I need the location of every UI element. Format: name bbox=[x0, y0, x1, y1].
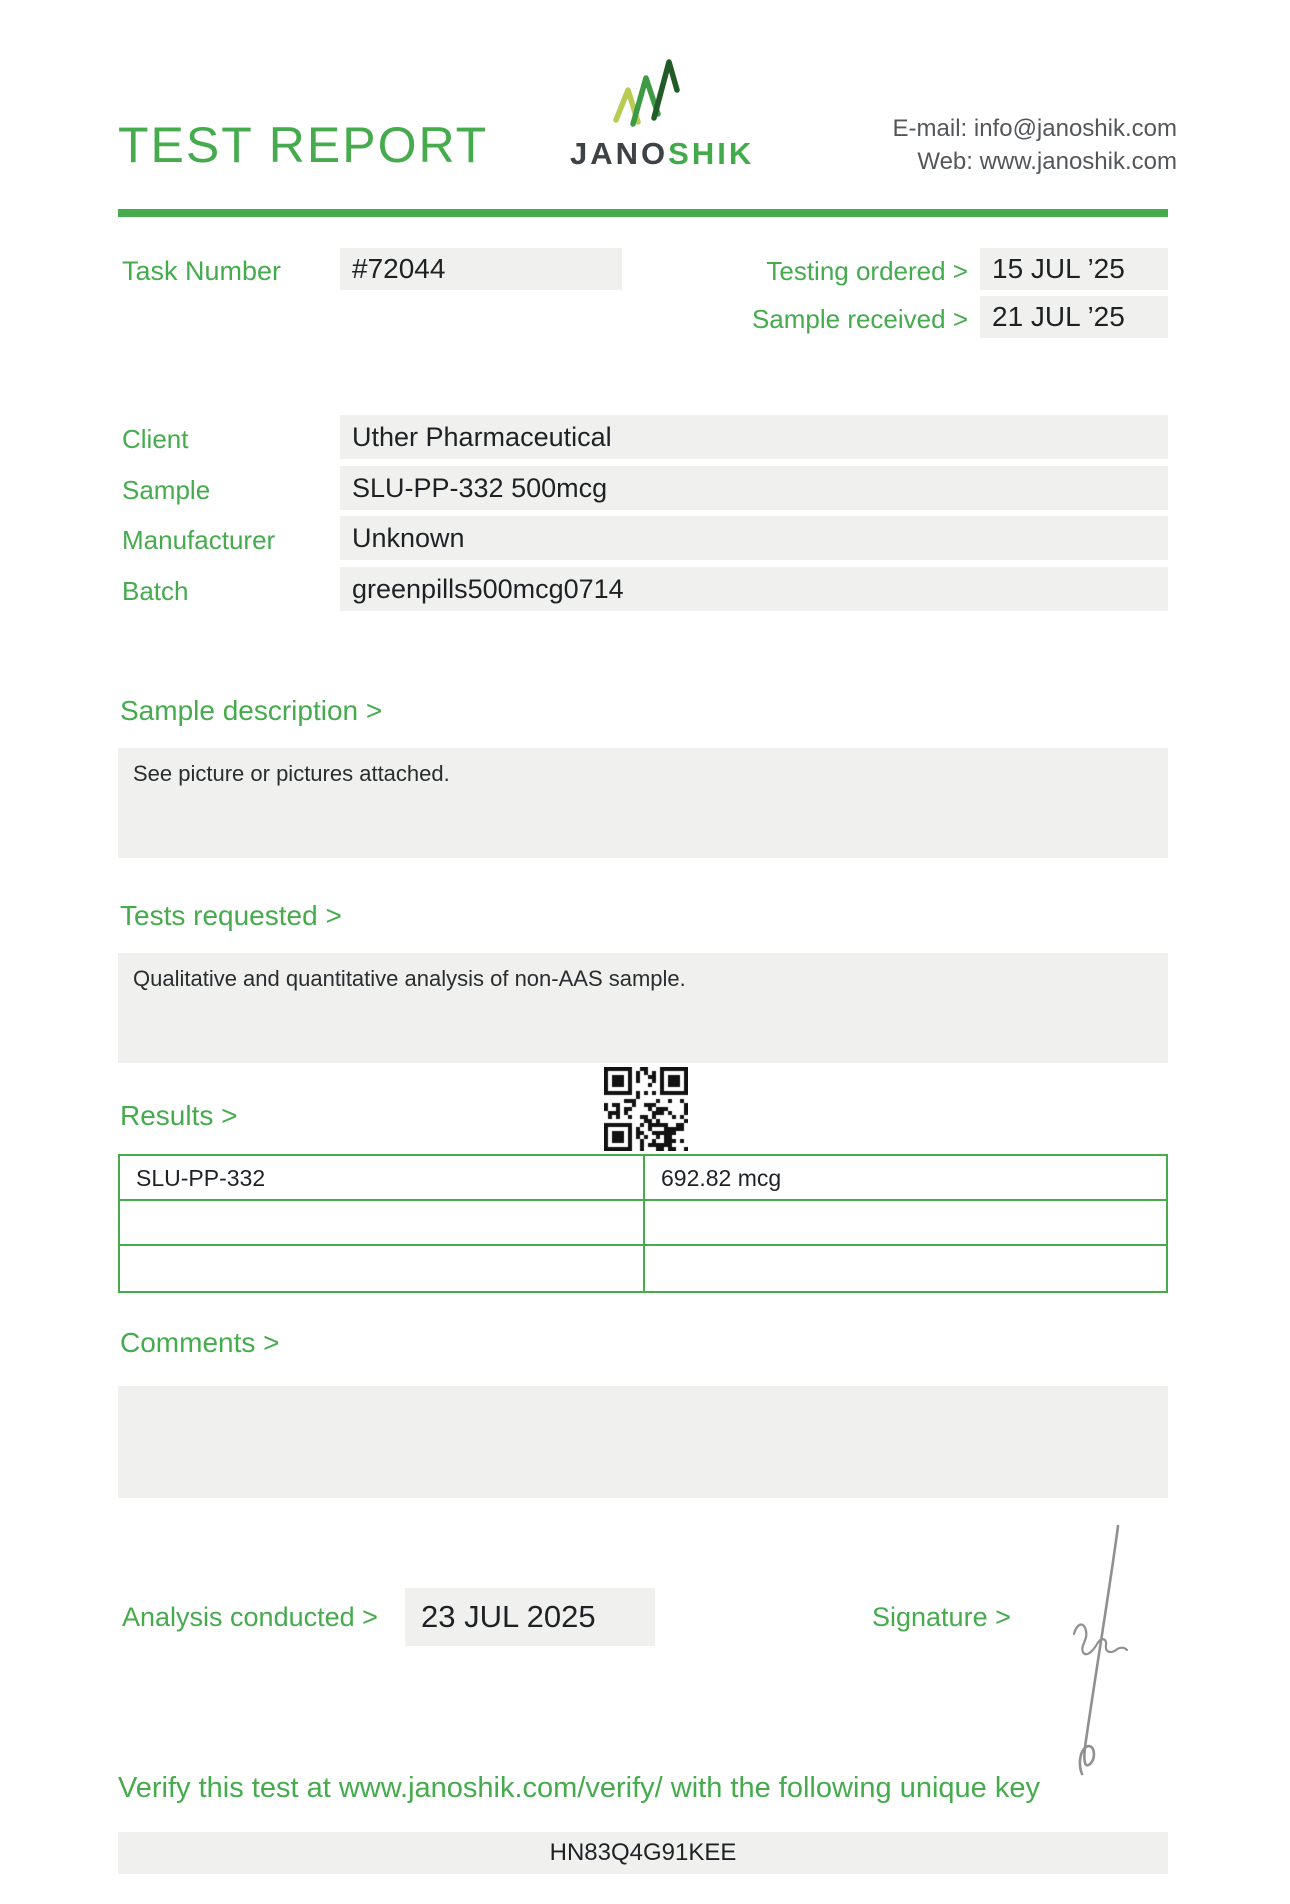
analysis-conducted-label: Analysis conducted > bbox=[122, 1602, 378, 1632]
manufacturer-value: Unknown bbox=[340, 516, 1168, 560]
sample-label: Sample bbox=[122, 475, 211, 505]
result-substance bbox=[120, 1246, 645, 1291]
janoshik-logo-icon bbox=[608, 56, 688, 137]
table-row bbox=[120, 1201, 1166, 1246]
tests-requested-box: Qualitative and quantitative analysis of non-AAS sample. bbox=[118, 953, 1168, 1063]
task-number-label: Task Number bbox=[122, 256, 282, 286]
logo-text-jano: JANO bbox=[570, 136, 669, 171]
result-substance bbox=[120, 1201, 645, 1244]
batch-value: greenpills500mcg0714 bbox=[340, 567, 1168, 611]
sample-description-box: See picture or pictures attached. bbox=[118, 748, 1168, 858]
result-amount bbox=[645, 1201, 1166, 1244]
testing-ordered-label: Testing ordered > bbox=[766, 256, 968, 286]
results-table bbox=[118, 1154, 1168, 1293]
unique-key-value: HN83Q4G91KEE bbox=[118, 1832, 1168, 1874]
janoshik-logo-text bbox=[570, 136, 754, 172]
comments-heading: Comments > bbox=[120, 1327, 280, 1358]
signature-image bbox=[1020, 1518, 1170, 1788]
sample-received-label: Sample received > bbox=[751, 304, 968, 334]
table-row bbox=[120, 1246, 1166, 1291]
table-row bbox=[120, 1156, 1166, 1201]
sample-value: SLU-PP-332 500mcg bbox=[340, 466, 1168, 510]
batch-label: Batch bbox=[122, 576, 189, 606]
comments-box bbox=[118, 1386, 1168, 1498]
task-number-value: #72044 bbox=[340, 248, 622, 290]
logo-text-shik: SHIK bbox=[668, 136, 755, 171]
verify-instruction: Verify this test at www.janoshik.com/verify/ with the following unique key bbox=[118, 1772, 1040, 1804]
sample-received-date: 21 JUL ’25 bbox=[980, 296, 1168, 338]
page-title: TEST REPORT bbox=[118, 117, 489, 173]
sample-description-heading: Sample description > bbox=[120, 695, 383, 726]
qr-code bbox=[604, 1067, 688, 1151]
analysis-conducted-date: 23 JUL 2025 bbox=[405, 1588, 655, 1646]
contact-web: Web: www.janoshik.com bbox=[917, 148, 1177, 175]
manufacturer-label: Manufacturer bbox=[122, 525, 276, 555]
results-heading: Results > bbox=[120, 1100, 238, 1131]
result-substance: SLU-PP-332 bbox=[120, 1156, 645, 1199]
result-amount bbox=[645, 1246, 1166, 1291]
header-divider bbox=[118, 209, 1168, 217]
signature-label: Signature > bbox=[872, 1602, 1011, 1632]
client-value: Uther Pharmaceutical bbox=[340, 415, 1168, 459]
client-label: Client bbox=[122, 424, 189, 454]
contact-email: E-mail: info@janoshik.com bbox=[892, 115, 1177, 142]
result-amount: 692.82 mcg bbox=[661, 1165, 782, 1191]
contact-block bbox=[893, 112, 1177, 178]
testing-ordered-date: 15 JUL ’25 bbox=[980, 248, 1168, 290]
tests-requested-heading: Tests requested > bbox=[120, 900, 342, 931]
